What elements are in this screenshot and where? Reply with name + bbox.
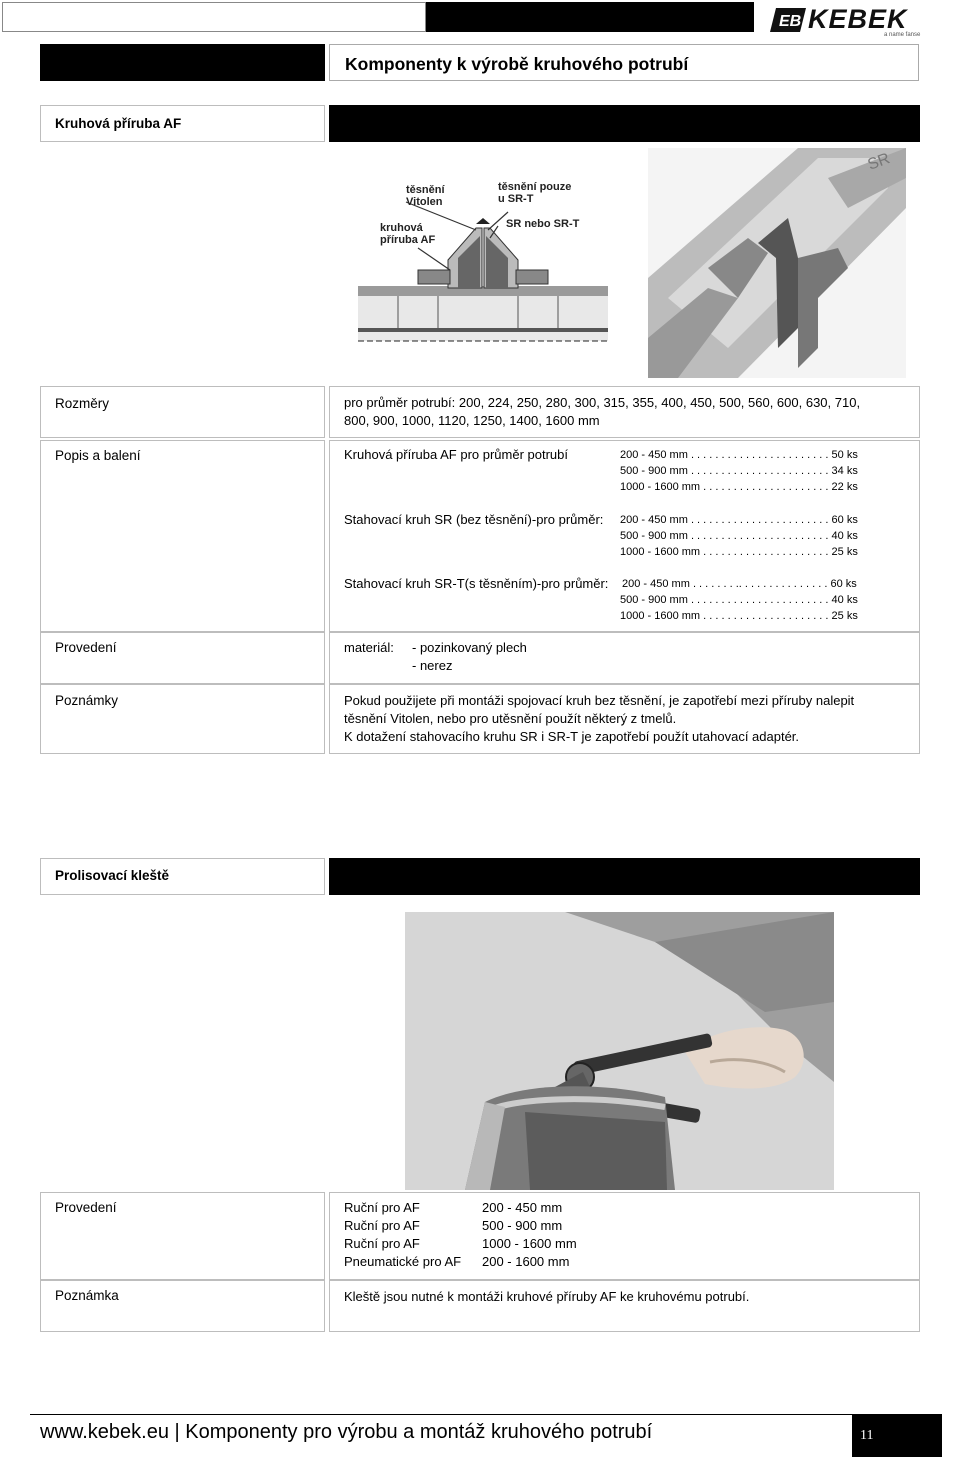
qty: 60 ks <box>831 514 858 526</box>
header-left-box <box>2 2 426 32</box>
variant-name: Ruční pro AF <box>344 1218 420 1233</box>
packaging-row <box>620 594 858 606</box>
footer-rule <box>30 1414 940 1415</box>
dots: . . . . . . . . . . . . . . . . . . . . . <box>703 610 829 622</box>
notes-label: Poznámky <box>55 693 119 708</box>
pliers-design-value-box <box>329 1192 920 1280</box>
dots: . . . . . . . . . . . . . . . . . . . . . <box>703 481 829 493</box>
group-title: Stahovací kruh SR (bez těsnění)-pro průměr: <box>344 512 604 527</box>
design-label-box <box>40 632 325 684</box>
dimensions-label-box <box>40 386 325 438</box>
packaging-row <box>620 610 858 622</box>
notes-label-box <box>40 684 325 754</box>
kebek-logo <box>768 2 956 40</box>
dots: . . . . . . . .. . . . . . . . . . . . . . . <box>692 578 828 590</box>
svg-text:SR: SR <box>865 150 893 174</box>
packaging-row <box>622 578 857 590</box>
logo-subtext: a name fanse <box>884 32 921 38</box>
variant-range: 200 - 1600 mm <box>482 1254 570 1269</box>
variant-name: Pneumatické pro AF <box>344 1254 462 1269</box>
packaging-value-box <box>329 440 920 632</box>
notes-line-2: těsnění Vitolen, nebo pro utěsnění použít některý z tmelů. <box>344 711 677 726</box>
range: 1000 - 1600 mm <box>620 610 701 622</box>
qty: 34 ks <box>831 465 858 477</box>
variant-range: 200 - 450 mm <box>482 1200 563 1215</box>
pliers-design-label-box <box>40 1192 325 1280</box>
dots: . . . . . . . . . . . . . . . . . . . . . <box>703 546 829 558</box>
dimensions-line-1: pro průměr potrubí: 200, 224, 250, 280, 300, 315, 355, 400, 450, 500, 560, 600, 630, 710, <box>344 395 861 410</box>
dimensions-label: Rozměry <box>55 396 110 411</box>
packaging-row <box>620 449 858 461</box>
qty: 40 ks <box>831 594 858 606</box>
qty: 22 ks <box>831 481 858 493</box>
packaging-row <box>620 465 858 477</box>
footer-text: www.kebek.eu | Komponenty pro výrobu a montáž kruhového potrubí <box>40 1421 653 1443</box>
range: 500 - 900 mm <box>620 594 688 606</box>
notes-value-box <box>329 684 920 754</box>
range: 200 - 450 mm <box>620 449 688 461</box>
page-number: 11 <box>860 1428 874 1443</box>
dimensions-line-2: 800, 900, 1000, 1120, 1250, 1400, 1600 mm <box>344 413 600 428</box>
qty: 40 ks <box>831 530 858 542</box>
material-stainless: - nerez <box>412 658 453 673</box>
dots: . . . . . . . . . . . . . . . . . . . . . . . <box>690 449 829 461</box>
variant-range: 500 - 900 mm <box>482 1218 563 1233</box>
qty: 25 ks <box>831 546 858 558</box>
variant-row <box>344 1253 569 1271</box>
packaging-row <box>620 546 858 558</box>
diagram-label-sr: SR nebo SR-T <box>506 218 580 230</box>
pliers-note-text: Kleště jsou nutné k montáži kruhové příruby AF ke kruhovému potrubí. <box>344 1289 750 1304</box>
pliers-note-value-box <box>329 1280 920 1332</box>
pliers-design-label: Provedení <box>55 1200 117 1215</box>
dots: . . . . . . . . . . . . . . . . . . . . . . . <box>690 514 829 526</box>
dots: . . . . . . . . . . . . . . . . . . . . . . . <box>690 530 829 542</box>
range: 200 - 450 mm <box>622 578 690 590</box>
packaging-label: Popis a balení <box>55 448 141 463</box>
diagram-label-sealing: těsnění pouze u SR-T <box>498 181 572 205</box>
title-left-block <box>40 44 325 81</box>
variant-range: 1000 - 1600 mm <box>482 1236 577 1251</box>
packaging-row <box>620 481 858 493</box>
pliers-note-label: Poznámka <box>55 1288 119 1303</box>
variant-row <box>344 1235 577 1253</box>
svg-text:EB: EB <box>779 13 802 30</box>
qty: 50 ks <box>831 449 858 461</box>
qty: 60 ks <box>830 578 857 590</box>
material-label: materiál: <box>344 640 394 655</box>
section2-black-bar <box>329 858 920 895</box>
design-value-box <box>329 632 920 684</box>
packaging-row <box>620 514 858 526</box>
range: 500 - 900 mm <box>620 465 688 477</box>
logo-text: KEBEK <box>808 4 908 34</box>
header-black-bar <box>426 2 754 32</box>
section1-name-box <box>40 105 325 142</box>
packaging-row <box>620 530 858 542</box>
range: 500 - 900 mm <box>620 530 688 542</box>
diagram-label-vitolen: těsnění Vitolen <box>406 184 445 208</box>
flange-profile-photo <box>648 148 906 378</box>
dimensions-value-box <box>329 386 920 438</box>
section1-name: Kruhová příruba AF <box>55 116 182 131</box>
group-title: Stahovací kruh SR-T(s těsněním)-pro průměr: <box>344 576 609 591</box>
design-label: Provedení <box>55 640 117 655</box>
notes-line-1: Pokud použijete při montáži spojovací kruh bez těsnění, je zapotřebí mezi příruby nalepit <box>344 693 855 708</box>
packaging-label-box <box>40 440 325 632</box>
title-box <box>329 44 919 81</box>
page-number-box <box>852 1414 942 1457</box>
diagram-label-flange: kruhová příruba AF <box>380 222 436 246</box>
material-galvanized: - pozinkovaný plech <box>412 640 527 655</box>
page-title: Komponenty k výrobě kruhového potrubí <box>345 54 689 74</box>
flange-diagram <box>358 178 608 348</box>
section2-name-box <box>40 858 325 895</box>
section2-name: Prolisovací kleště <box>55 868 170 883</box>
range: 1000 - 1600 mm <box>620 546 701 558</box>
pliers-note-label-box <box>40 1280 325 1332</box>
dots: . . . . . . . . . . . . . . . . . . . . . . . <box>690 465 829 477</box>
group-title: Kruhová příruba AF pro průměr potrubí <box>344 447 569 462</box>
range: 1000 - 1600 mm <box>620 481 701 493</box>
qty: 25 ks <box>831 610 858 622</box>
variant-name: Ruční pro AF <box>344 1236 420 1251</box>
crimping-pliers-photo <box>405 912 834 1190</box>
range: 200 - 450 mm <box>620 514 688 526</box>
notes-line-3: K dotažení stahovacího kruhu SR i SR-T je zapotřebí použít utahovací adaptér. <box>344 729 800 744</box>
section1-black-bar <box>329 105 920 142</box>
variant-row <box>344 1199 562 1217</box>
variant-row <box>344 1217 562 1235</box>
dots: . . . . . . . . . . . . . . . . . . . . . . . <box>690 594 829 606</box>
variant-name: Ruční pro AF <box>344 1200 420 1215</box>
